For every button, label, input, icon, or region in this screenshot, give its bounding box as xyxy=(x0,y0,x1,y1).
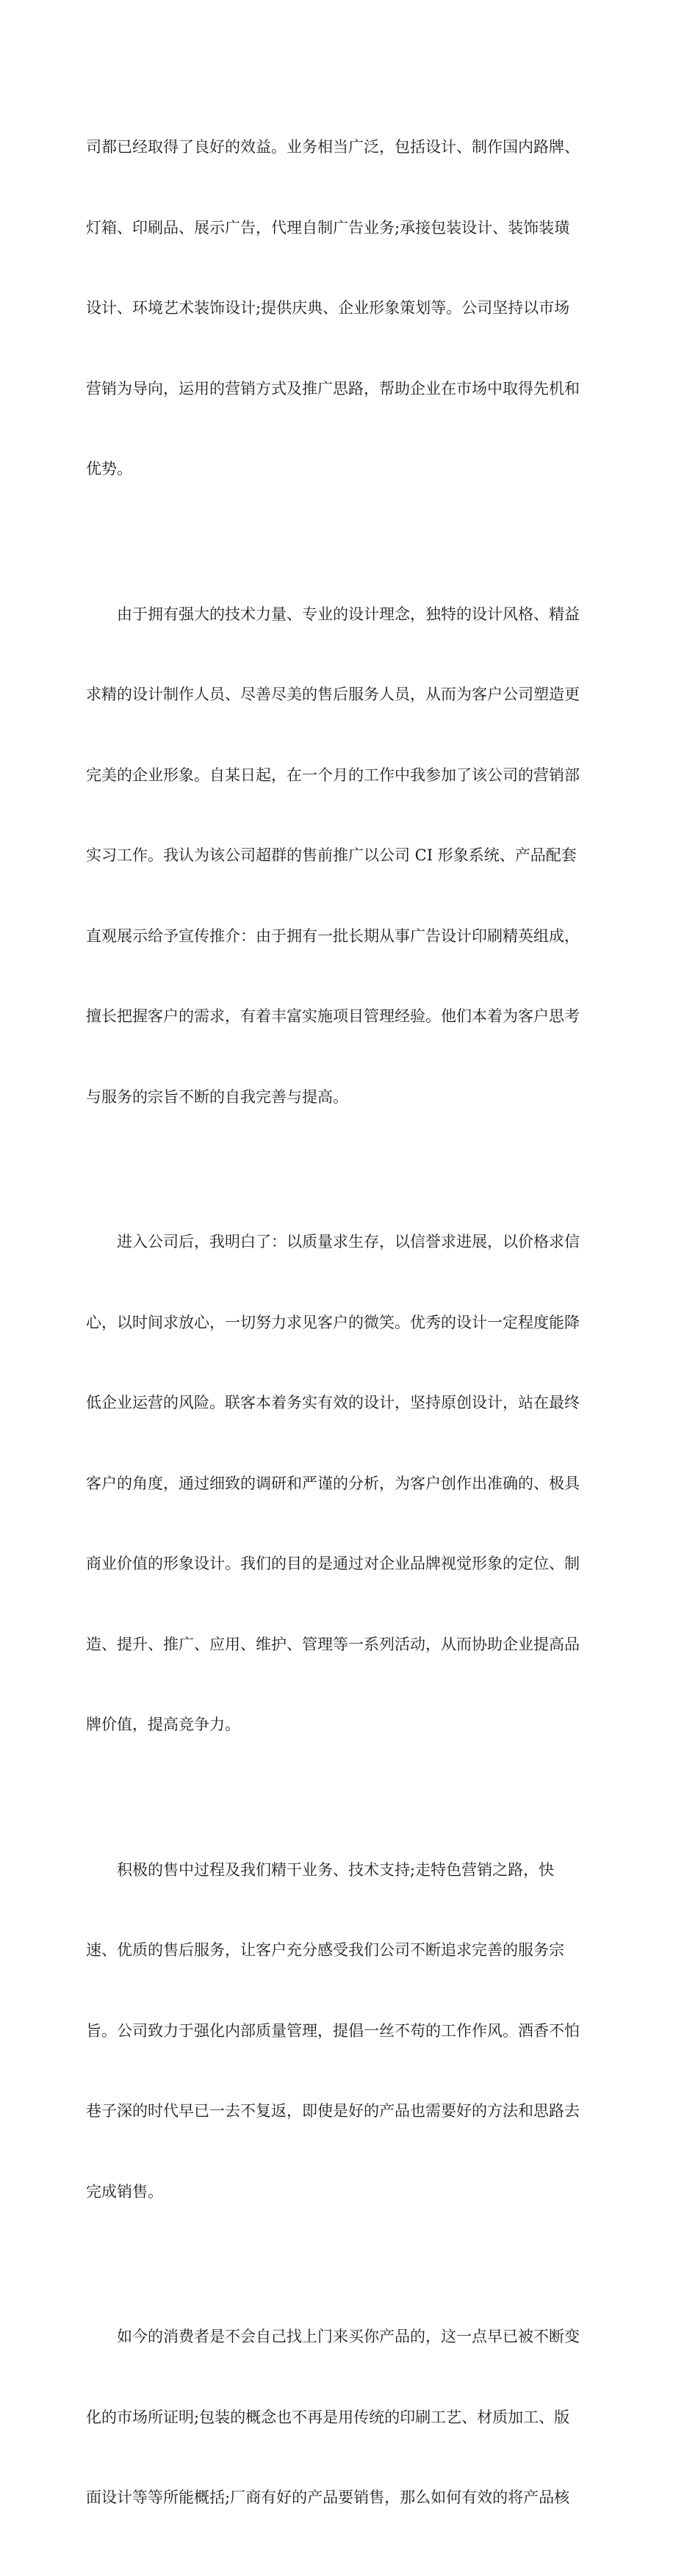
paragraph-5 xyxy=(86,2270,615,2565)
text-line: 由于拥有强大的技术力量、专业的设计理念，独特的设计风格、精益 xyxy=(117,605,580,623)
text-line: 灯箱、印刷品、展示广告，代理自制广告业务;承接包装设计、装饰装璜 xyxy=(86,218,570,237)
text-line: 设计、环境艺术装饰设计;提供庆典、企业形象策划等。公司坚持以市场 xyxy=(86,299,570,317)
text-line: 造、提升、推广、应用、维护、管理等一系列活动，从而协助企业提高品 xyxy=(86,1635,580,1653)
text-line: 完成销售。 xyxy=(86,2182,163,2201)
paragraph-3 xyxy=(86,1175,615,1792)
body-text xyxy=(86,80,615,2576)
text-line: 完美的企业形象。自某日起，在一个月的工作中我参加了该公司的营销部 xyxy=(86,766,580,784)
text-line: 面设计等等所能概括;厂商有好的产品要销售，那么如何有效的将产品核 xyxy=(86,2489,570,2506)
paragraph-4 xyxy=(86,1803,615,2259)
paragraph-2 xyxy=(86,547,615,1165)
text-line: 如今的消费者是不会自己找上门来买你产品的，这一点早已被不断变 xyxy=(117,2328,580,2345)
text-line: 商业价值的形象设计。我们的目的是通过对企业品牌视觉形象的定位、制 xyxy=(86,1555,580,1572)
paragraph-1 xyxy=(86,80,615,536)
text-line: 巷子深的时代早已一去不复返，即使是好的产品也需要好的方法和思路去 xyxy=(86,2102,580,2120)
text-line: 低企业运营的风险。联客本着务实有效的设计，坚持原创设计，站在最终 xyxy=(86,1394,580,1411)
text-line: 积极的售中过程及我们精干业务、技术支持;走特色营销之路，快 xyxy=(117,1860,555,1879)
text-line: 进入公司后，我明白了：以质量求生存，以信誉求进展，以价格求信 xyxy=(117,1233,580,1251)
text-line: 旨。公司致力于强化内部质量管理，提倡一丝不苟的工作作风。酒香不怕 xyxy=(86,2021,580,2040)
text-line: 心，以时间求放心，一切努力求见客户的微笑。优秀的设计一定程度能降 xyxy=(86,1313,580,1331)
text-line: 速、优质的售后服务，让客户充分感受我们公司不断追求完善的服务宗 xyxy=(86,1941,564,1959)
text-line: 牌价值，提高竞争力。 xyxy=(86,1716,240,1733)
text-line: 求精的设计制作人员、尽善尽美的售后服务人员，从而为客户公司塑造更 xyxy=(86,686,580,703)
text-line: 客户的角度，通过细致的调研和严谨的分析，为客户创作出准确的、极具 xyxy=(86,1474,580,1492)
text-line: 司都已经取得了良好的效益。业务相当广泛，包括设计、制作国内路牌、 xyxy=(86,138,580,156)
text-line: 擅长把握客户的需求，有着丰富实施项目管理经验。他们本着为客户思考 xyxy=(86,1007,580,1025)
text-line: 实习工作。我认为该公司超群的售前推广以公司 CI 形象系统、产品配套 xyxy=(86,846,577,864)
text-line: 与服务的宗旨不断的自我完善与提高。 xyxy=(86,1087,348,1106)
text-line: 直观展示给予宣传推介：由于拥有一批长期从事广告设计印刷精英组成， xyxy=(86,927,580,945)
text-line: 化的市场所证明;包装的概念也不再是用传统的印刷工艺、材质加工、版 xyxy=(86,2408,570,2426)
text-line: 营销为导向，运用的营销方式及推广思路，帮助企业在市场中取得先机和 xyxy=(86,379,580,397)
text-line: 优势。 xyxy=(86,460,132,478)
